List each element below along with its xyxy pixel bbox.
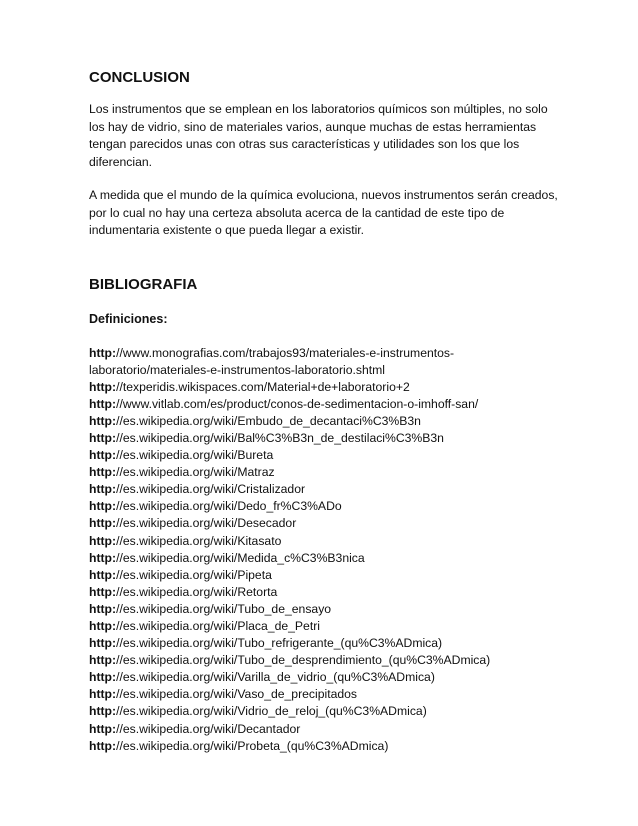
reference-scheme: http: <box>89 721 117 736</box>
reference-scheme: http: <box>89 345 117 360</box>
reference-link[interactable] <box>89 618 559 635</box>
reference-url: //es.wikipedia.org/wiki/Bureta <box>116 448 274 463</box>
reference-link[interactable] <box>89 430 559 447</box>
reference-scheme: http: <box>89 704 117 719</box>
conclusion-paragraph: Los instrumentos que se emplean en los laboratorios químicos son múltiples, no solo los hay de vidrio, sino de materiales varios, aunque muchas de estas herramientas tengan parecidos unas con otras sus características y utilidades son los que los diferencian. <box>89 102 548 169</box>
reference-url: //es.wikipedia.org/wiki/Cristalizador <box>116 482 306 497</box>
reference-url: //es.wikipedia.org/wiki/Tubo_refrigerante_(qu%C3%ADmica) <box>116 636 443 651</box>
reference-url: //es.wikipedia.org/wiki/Embudo_de_decantaci%C3%B3n <box>116 413 421 428</box>
reference-link[interactable] <box>89 652 559 669</box>
reference-link[interactable] <box>89 550 559 567</box>
reference-url: //es.wikipedia.org/wiki/Vaso_de_precipitados <box>116 687 358 702</box>
reference-link[interactable] <box>89 447 559 464</box>
reference-link[interactable] <box>89 567 559 584</box>
reference-scheme: http: <box>89 687 117 702</box>
reference-scheme: http: <box>89 653 117 668</box>
reference-scheme: http: <box>89 670 117 685</box>
document-page <box>89 60 559 755</box>
reference-link[interactable] <box>89 721 559 738</box>
reference-scheme: http: <box>89 533 117 548</box>
reference-link[interactable] <box>89 533 559 550</box>
reference-scheme: http: <box>89 379 117 394</box>
reference-url: //es.wikipedia.org/wiki/Tubo_de_ensayo <box>116 601 332 616</box>
reference-scheme: http: <box>89 430 117 445</box>
reference-scheme: http: <box>89 619 117 633</box>
reference-url: //es.wikipedia.org/wiki/Medida_c%C3%B3nica <box>116 550 365 565</box>
reference-link[interactable] <box>89 703 559 720</box>
reference-scheme: http: <box>89 567 117 582</box>
reference-scheme: http: <box>89 550 117 565</box>
reference-link[interactable] <box>89 601 559 618</box>
reference-url: //es.wikipedia.org/wiki/Dedo_fr%C3%ADo <box>116 499 342 514</box>
reference-scheme: http: <box>89 413 117 428</box>
reference-url: //www.vitlab.com/es/product/conos-de-sedimentacion-o-imhoff-san/ <box>116 396 479 411</box>
reference-url: //es.wikipedia.org/wiki/Matraz <box>116 465 275 480</box>
reference-link[interactable] <box>89 379 559 396</box>
reference-link[interactable] <box>89 669 559 686</box>
reference-link[interactable] <box>89 515 559 532</box>
reference-url: //es.wikipedia.org/wiki/Pipeta <box>116 567 272 582</box>
reference-url: //es.wikipedia.org/wiki/Varilla_de_vidrio_(qu%C3%ADmica) <box>116 670 435 685</box>
reference-link[interactable] <box>89 464 559 481</box>
reference-url: //texperidis.wikispaces.com/Material+de+laboratorio+2 <box>116 379 410 394</box>
reference-scheme: http: <box>89 396 117 411</box>
reference-url: //es.wikipedia.org/wiki/Placa_de_Petri <box>116 619 320 633</box>
reference-scheme: http: <box>89 516 117 531</box>
reference-scheme: http: <box>89 601 117 616</box>
reference-scheme: http: <box>89 738 117 753</box>
definiciones-subheading: Definiciones: <box>89 311 168 326</box>
reference-url: //es.wikipedia.org/wiki/Bal%C3%B3n_de_destilaci%C3%B3n <box>116 430 444 445</box>
reference-scheme: http: <box>89 584 117 599</box>
reference-url: //es.wikipedia.org/wiki/Desecador <box>116 516 297 531</box>
reference-url: //es.wikipedia.org/wiki/Tubo_de_desprendimiento_(qu%C3%ADmica) <box>116 653 491 668</box>
reference-scheme: http: <box>89 499 117 514</box>
reference-scheme: http: <box>89 448 117 463</box>
conclusion-heading: CONCLUSION <box>89 69 190 86</box>
reference-scheme: http: <box>89 482 117 497</box>
reference-url: //es.wikipedia.org/wiki/Retorta <box>116 584 278 599</box>
reference-scheme: http: <box>89 636 117 651</box>
reference-link[interactable] <box>89 396 559 413</box>
reference-link[interactable] <box>89 635 559 652</box>
reference-url: //es.wikipedia.org/wiki/Kitasato <box>116 533 282 548</box>
reference-link[interactable] <box>89 481 559 498</box>
reference-url: //es.wikipedia.org/wiki/Vidrio_de_reloj_(qu%C3%ADmica) <box>116 704 427 719</box>
reference-link[interactable] <box>89 498 559 515</box>
reference-link[interactable] <box>89 686 559 703</box>
reference-url: //www.monografias.com/trabajos93/materiales-e-instrumentos-laboratorio/materiales-e-instrumentos-laboratorio.shtml <box>89 345 455 377</box>
reference-url: //es.wikipedia.org/wiki/Probeta_(qu%C3%ADmica) <box>116 738 389 753</box>
conclusion-paragraph: A medida que el mundo de la química evoluciona, nuevos instrumentos serán creados, por lo cual no hay una certeza absoluta acerca de la cantidad de este tipo de indumentaria existente o que pueda llegar a existir. <box>89 188 558 237</box>
bibliografia-heading: BIBLIOGRAFIA <box>89 275 198 293</box>
reference-link[interactable] <box>89 413 559 430</box>
reference-scheme: http: <box>89 465 117 480</box>
reference-link[interactable] <box>89 584 559 601</box>
reference-link[interactable] <box>89 345 559 379</box>
reference-url: //es.wikipedia.org/wiki/Decantador <box>116 721 301 736</box>
reference-link[interactable] <box>89 738 559 755</box>
reference-list <box>89 345 559 755</box>
